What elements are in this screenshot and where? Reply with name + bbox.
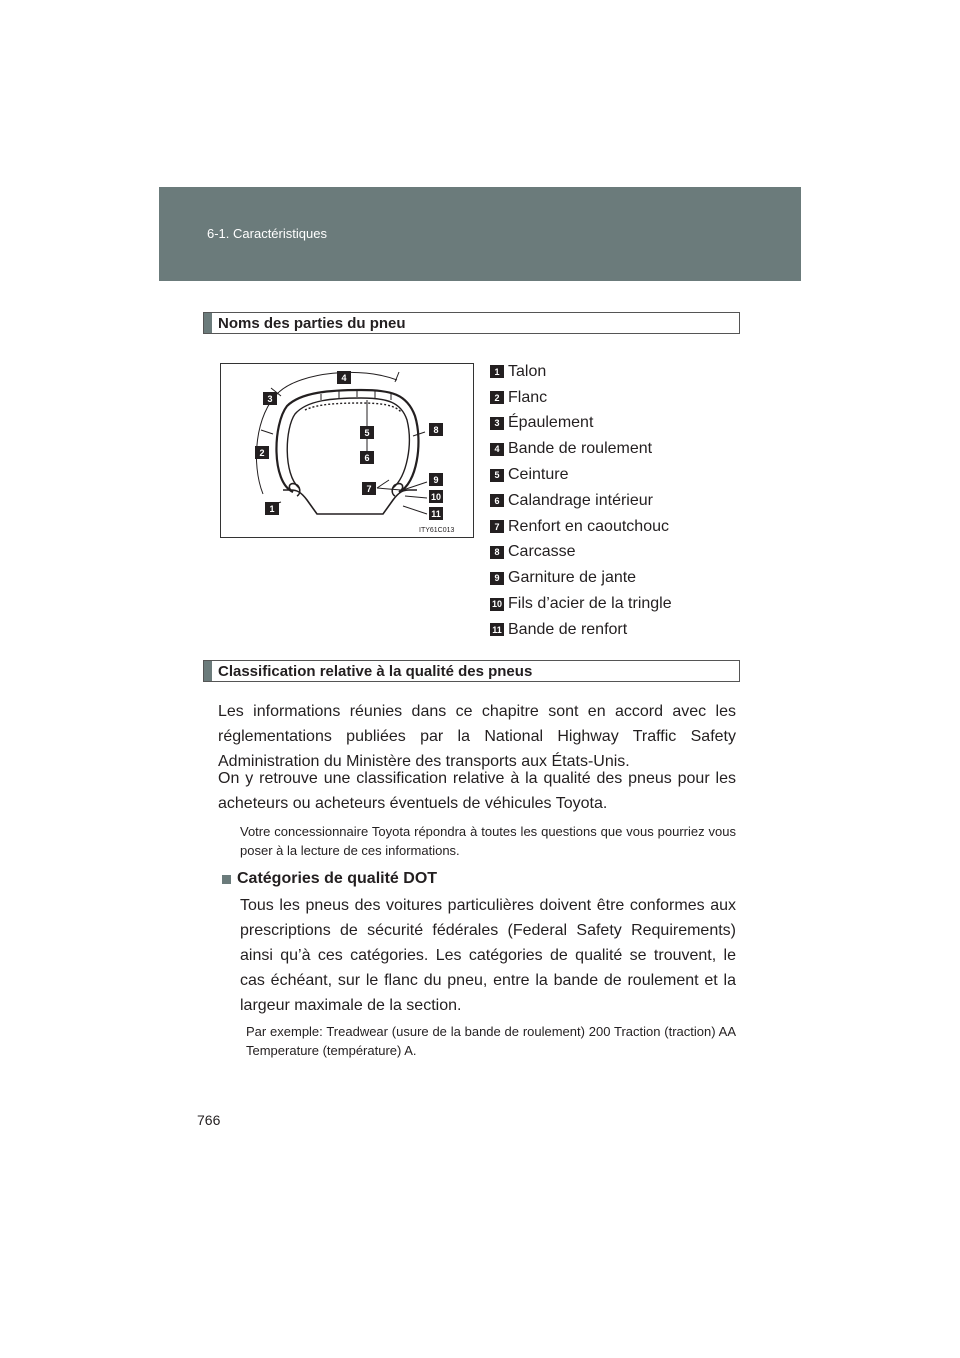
list-item bbox=[490, 411, 672, 437]
list-item bbox=[490, 540, 672, 566]
list-item bbox=[490, 617, 672, 643]
diagram-code: ITY61C013 bbox=[419, 527, 455, 534]
number-badge: 10 bbox=[491, 599, 502, 610]
part-label: Fils d’acier de la tringle bbox=[508, 595, 672, 613]
tire-cross-section-icon bbox=[221, 364, 473, 537]
svg-text:2: 2 bbox=[259, 448, 265, 458]
number-badge: 4 bbox=[490, 443, 504, 456]
svg-text:11: 11 bbox=[431, 509, 441, 519]
part-label: Bande de roulement bbox=[508, 440, 653, 458]
part-label: Renfort en caoutchouc bbox=[508, 517, 669, 535]
list-item bbox=[490, 436, 672, 462]
svg-text:9: 9 bbox=[433, 475, 439, 485]
part-label: Ceinture bbox=[508, 466, 569, 484]
dot-heading-text: Catégories de qualité DOT bbox=[237, 870, 438, 887]
section-title: Classification relative à la qualité des pneus bbox=[218, 663, 533, 680]
svg-text:6: 6 bbox=[364, 453, 370, 463]
tire-parts-list bbox=[490, 359, 672, 643]
section-title-bar bbox=[203, 312, 740, 334]
part-label: Garniture de jante bbox=[508, 569, 637, 587]
number-badge: 9 bbox=[490, 572, 504, 585]
page-number: 766 bbox=[197, 1112, 221, 1128]
note-paragraph: Votre concessionnaire Toyota répondra à toutes les questions que vous pourriez vous poser à la lecture de ces informations. bbox=[240, 824, 736, 858]
number-badge: 3 bbox=[490, 417, 504, 430]
dot-heading bbox=[222, 870, 437, 888]
svg-text:10: 10 bbox=[430, 492, 442, 502]
svg-text:4: 4 bbox=[341, 373, 347, 383]
section-marker bbox=[204, 661, 212, 681]
svg-text:7: 7 bbox=[366, 484, 372, 494]
number-badge: 11 bbox=[490, 623, 504, 636]
svg-text:8: 8 bbox=[433, 425, 439, 435]
part-label: Talon bbox=[508, 362, 547, 380]
part-label: Calandrage intérieur bbox=[508, 491, 653, 509]
list-item bbox=[490, 591, 672, 617]
number-badge: 5 bbox=[490, 469, 504, 482]
svg-text:5: 5 bbox=[364, 428, 370, 438]
tire-diagram bbox=[220, 363, 474, 538]
part-label: Flanc bbox=[508, 388, 548, 406]
number-badge: 6 bbox=[490, 494, 504, 507]
section-header: 6-1. Caractéristiques bbox=[207, 226, 327, 241]
part-label: Épaulement bbox=[508, 414, 594, 432]
part-label: Bande de renfort bbox=[508, 620, 628, 638]
header-band bbox=[159, 187, 801, 281]
section-title-bar bbox=[203, 660, 740, 682]
number-badge: 8 bbox=[490, 546, 504, 559]
dot-body: Tous les pneus des voitures particulières doivent être conformes aux prescriptions de sécurité fédérales (Federal Safety Requirements) ainsi qu’à ces catégories. Les catégories de qualité se trouvent, le cas échéant, sur le flanc du pneu, entre la bande de roulement et la largeur maximale de la section. bbox=[240, 897, 736, 1014]
square-bullet-icon bbox=[222, 875, 231, 884]
list-item bbox=[490, 385, 672, 411]
list-item bbox=[490, 488, 672, 514]
number-badge: 7 bbox=[490, 520, 504, 533]
intro-paragraph: Les informations réunies dans ce chapitre sont en accord avec les réglementations publiées par la National Highway Traffic Safety Administration du Ministère des transports aux États-Unis. bbox=[218, 703, 736, 770]
list-item bbox=[490, 462, 672, 488]
section-marker bbox=[204, 313, 212, 333]
section-title: Noms des parties du pneu bbox=[218, 315, 406, 332]
list-item bbox=[490, 565, 672, 591]
number-badge: 1 bbox=[490, 365, 504, 378]
dot-example: Par exemple: Treadwear (usure de la bande de roulement) 200 Traction (traction) AA Temperature (température) A. bbox=[246, 1024, 736, 1058]
svg-text:1: 1 bbox=[269, 504, 275, 514]
number-badge: 2 bbox=[490, 391, 504, 404]
svg-text:3: 3 bbox=[267, 394, 273, 404]
list-item bbox=[490, 359, 672, 385]
part-label: Carcasse bbox=[508, 543, 576, 561]
intro-paragraph-2: On y retrouve une classification relative à la qualité des pneus pour les acheteurs ou acheteurs éventuels de véhicules Toyota. bbox=[218, 770, 736, 812]
list-item bbox=[490, 514, 672, 540]
